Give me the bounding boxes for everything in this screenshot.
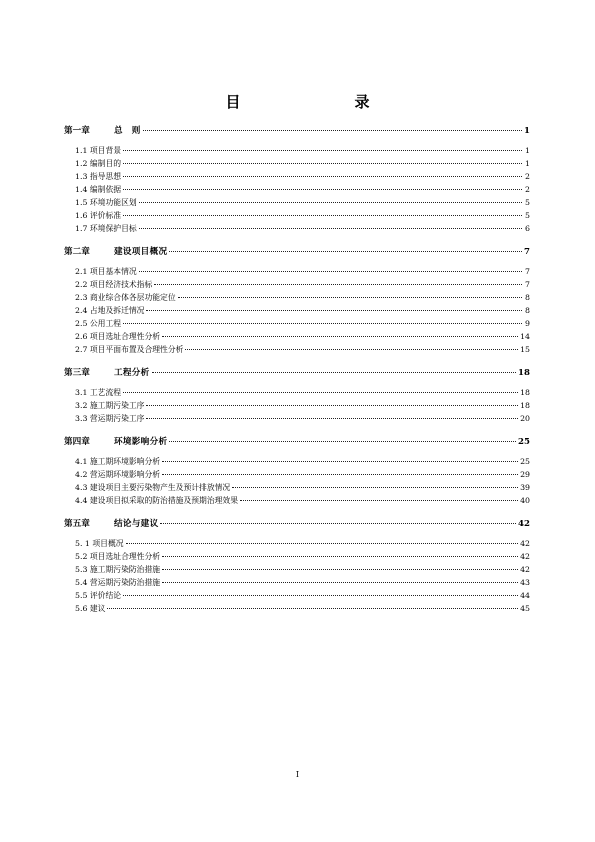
toc-entry[interactable] [64,344,530,357]
entry-title: 3.1 工艺流程 [75,388,122,397]
page-title: 目 录 [225,93,398,111]
entry-title: 1.7 环境保护目标 [75,224,137,233]
entry-title: 4.1 施工期环境影响分析 [75,457,161,466]
entry-title: 3.3 营运期污染工序 [75,414,145,423]
section-spacer [64,508,530,512]
dot-leader [139,228,522,229]
entry-title: 1.4 编制依据 [75,185,122,194]
dot-leader [178,297,522,298]
dot-leader [162,474,518,475]
entry-title: 5.4 营运期污染防治措施 [75,578,161,587]
dot-leader [152,372,516,373]
entry-title: 1.5 环境功能区划 [75,198,137,207]
entry-page: 42 [520,552,530,561]
toc-chapter-2[interactable] [64,245,530,259]
dot-leader [160,523,516,524]
entry-page: 25 [520,457,530,466]
toc-entry[interactable] [64,538,530,551]
entry-title: 2.6 项目选址合理性分析 [75,332,161,341]
toc-entry[interactable] [64,266,530,279]
dot-leader [123,150,522,151]
dot-leader [146,418,518,419]
toc-entry[interactable] [64,184,530,197]
entry-title: 2.5 公用工程 [75,319,122,328]
entry-page: 42 [520,565,530,574]
toc-entry[interactable] [64,400,530,413]
dot-leader [123,392,518,393]
toc-entry[interactable] [64,171,530,184]
dot-leader [162,461,518,462]
section-spacer [64,357,530,361]
entry-page: 7 [525,267,530,276]
entry-page: 18 [520,388,530,397]
dot-leader [185,349,518,350]
entry-title: 5.3 施工期污染防治措施 [75,565,161,574]
chapter-number: 第二章 [64,247,90,257]
chapter-number: 第一章 [64,126,90,136]
dot-leader [169,441,516,442]
entry-page: 8 [525,306,530,315]
dot-leader [162,582,518,583]
dot-leader [123,189,522,190]
entry-title: 1.2 编制目的 [75,159,122,168]
entry-page: 7 [525,280,530,289]
toc-entry[interactable] [64,590,530,603]
dot-leader [123,176,522,177]
entry-page: 45 [520,604,530,613]
entry-title: 1.1 项目背景 [75,146,122,155]
entry-page: 6 [525,224,530,233]
entry-page: 20 [520,414,530,423]
entry-page: 42 [520,539,530,548]
chapter-number: 第五章 [64,519,90,529]
chapter-title: 环境影响分析 [114,437,168,447]
toc-entry[interactable] [64,564,530,577]
toc-entry[interactable] [64,279,530,292]
dot-leader [154,284,522,285]
entry-page: 15 [520,345,530,354]
dot-leader [162,556,518,557]
toc-entry[interactable] [64,495,530,508]
entry-page: 5 [525,198,530,207]
dot-leader [123,595,518,596]
dot-leader [123,215,522,216]
chapter-page: 18 [518,368,530,378]
dot-leader [162,336,518,337]
dot-leader [143,130,522,131]
chapter-number: 第三章 [64,368,90,378]
toc-entry[interactable] [64,292,530,305]
dot-leader [139,202,522,203]
entry-page: 29 [520,470,530,479]
page-number: I [295,770,300,779]
toc-entry[interactable] [64,551,530,564]
entry-page: 2 [525,185,530,194]
toc-entry[interactable] [64,223,530,236]
chapter-title: 总 则 [114,126,141,136]
entry-title: 2.1 项目基本情况 [75,267,137,276]
toc-entry[interactable] [64,145,530,158]
table-of-contents [64,124,530,620]
entry-page: 9 [525,319,530,328]
toc-entry[interactable] [64,331,530,344]
entry-page: 1 [525,159,530,168]
entry-title: 2.7 项目平面布置及合理性分析 [75,345,184,354]
toc-entry[interactable] [64,197,530,210]
section-spacer [64,236,530,240]
toc-entry[interactable] [64,456,530,469]
toc-chapter-3[interactable] [64,366,530,380]
entry-page: 44 [520,591,530,600]
entry-page: 1 [525,146,530,155]
dot-leader [139,271,522,272]
entry-title: 1.6 评价标准 [75,211,122,220]
dot-leader [107,608,518,609]
entry-title: 5. 1 项目概况 [75,539,124,548]
entry-title: 4.4 建设项目拟采取的防治措施及预期治理效果 [75,496,239,505]
entry-title: 4.3 建设项目主要污染物产生及预计排放情况 [75,483,231,492]
chapter-page: 25 [518,437,530,447]
chapter-title: 结论与建议 [114,519,159,529]
entry-page: 18 [520,401,530,410]
toc-entry[interactable] [64,318,530,331]
dot-leader [146,310,522,311]
entry-page: 8 [525,293,530,302]
toc-entry[interactable] [64,210,530,223]
chapter-title: 建设项目概况 [114,247,168,257]
dot-leader [123,163,522,164]
dot-leader [123,323,522,324]
dot-leader [162,569,518,570]
entry-page: 5 [525,211,530,220]
toc-chapter-4[interactable] [64,435,530,449]
toc-entry[interactable] [64,482,530,495]
toc-entry[interactable] [64,158,530,171]
entry-title: 3.2 施工期污染工序 [75,401,145,410]
toc-entry[interactable] [64,387,530,400]
dot-leader [169,251,522,252]
toc-chapter-1[interactable] [64,124,530,138]
entry-page: 2 [525,172,530,181]
dot-leader [146,405,518,406]
dot-leader [126,543,519,544]
toc-entry[interactable] [64,413,530,426]
entry-title: 5.6 建议 [75,604,106,613]
entry-title: 5.5 评价结论 [75,591,122,600]
dot-leader [232,487,518,488]
entry-page: 43 [520,578,530,587]
toc-entry[interactable] [64,469,530,482]
section-spacer [64,426,530,430]
entry-title: 5.2 项目选址合理性分析 [75,552,161,561]
toc-entry[interactable] [64,305,530,318]
entry-title: 1.3 指导思想 [75,172,122,181]
chapter-page: 1 [524,126,530,136]
dot-leader [240,500,518,501]
chapter-number: 第四章 [64,437,90,447]
chapter-page: 42 [518,519,530,529]
section-spacer [64,616,530,620]
entry-title: 2.2 项目经济技术指标 [75,280,153,289]
chapter-title: 工程分析 [114,368,150,378]
entry-page: 40 [520,496,530,505]
entry-title: 2.3 商业综合体各层功能定位 [75,293,176,302]
entry-page: 14 [520,332,530,341]
toc-entry[interactable] [64,603,530,616]
entry-title: 4.2 营运期环境影响分析 [75,470,161,479]
toc-chapter-5[interactable] [64,517,530,531]
entry-page: 39 [520,483,530,492]
entry-title: 2.4 占地及拆迁情况 [75,306,145,315]
chapter-page: 7 [524,247,530,257]
toc-entry[interactable] [64,577,530,590]
